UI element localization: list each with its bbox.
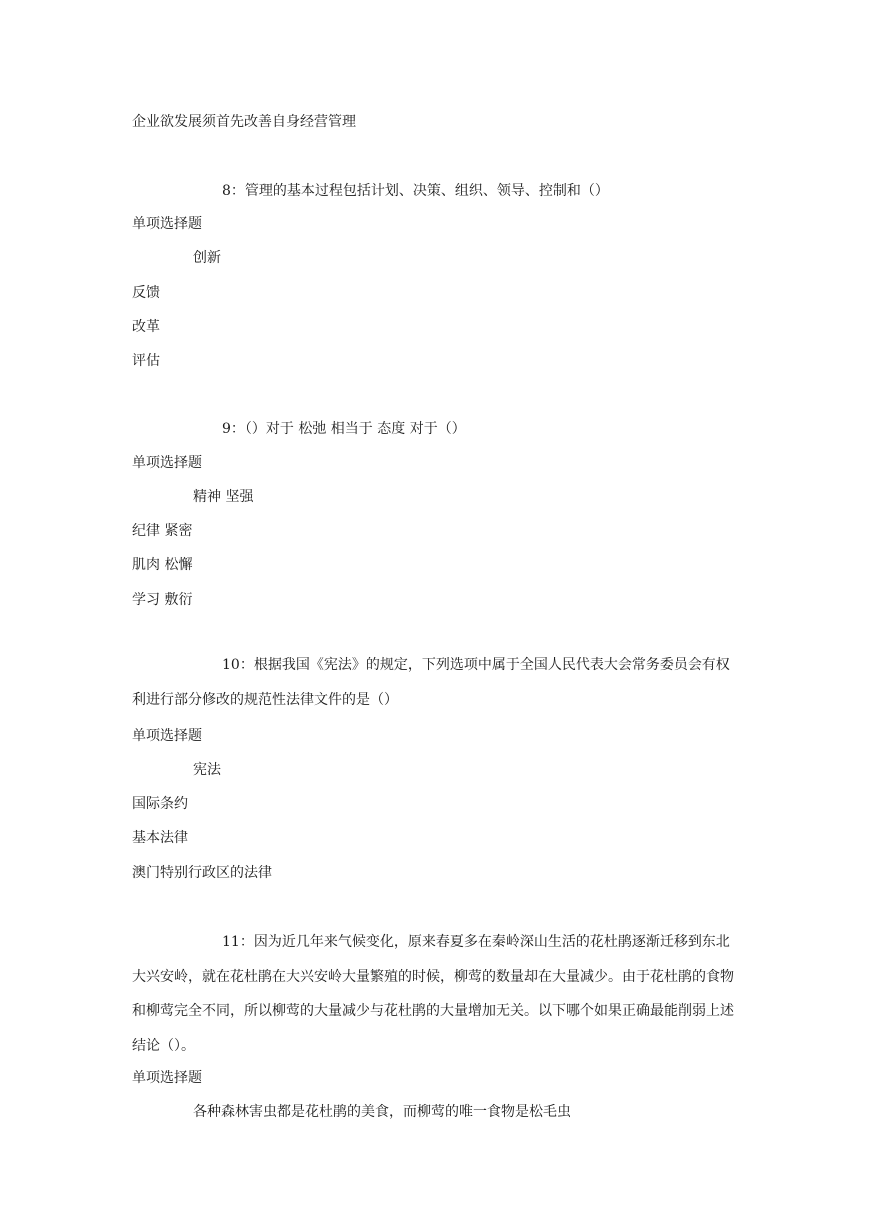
question-9-option-c: 肌肉 松懈 [132, 557, 193, 573]
question-11-text: 11：因为近几年来气候变化，原来春夏多在秦岭深山生活的花杜鹃逐渐迁移到东北大兴安岭，就在花杜鹃在大兴安岭大量繁殖的时候，柳莺的数量却在大量减少。由于花杜鹃的食物和柳莺完全不同，所以柳莺的大量减少与花杜鹃的大量增加无关。以下哪个如果正确最能削弱上述结论（）。 [132, 934, 734, 1054]
question-11-option-a: 各种森林害虫都是花杜鹃的美食，而柳莺的唯一食物是松毛虫 [193, 1104, 571, 1120]
question-9-type: 单项选择题 [132, 455, 202, 471]
question-8-option-c: 改革 [132, 319, 160, 335]
question-8-option-b: 反馈 [132, 285, 160, 301]
question-10-text: 10：根据我国《宪法》的规定，下列选项中属于全国人民代表大会常务委员会有权利进行部分修改的规范性法律文件的是（） [132, 657, 730, 708]
question-10-option-d: 澳门特别行政区的法律 [132, 865, 272, 881]
question-8-option-a: 创新 [193, 250, 221, 266]
question-9-option-b: 纪律 紧密 [132, 523, 193, 539]
intro-line: 企业欲发展须首先改善自身经营管理 [132, 114, 356, 130]
question-10-type: 单项选择题 [132, 728, 202, 744]
question-9-option-a: 精神 坚强 [193, 489, 254, 505]
question-8-type: 单项选择题 [132, 216, 202, 232]
question-9-option-d: 学习 敷衍 [132, 592, 193, 608]
question-8-option-d: 评估 [132, 353, 160, 369]
question-10-option-c: 基本法律 [132, 830, 188, 846]
question-8-text: 8：管理的基本过程包括计划、决策、组织、领导、控制和（） [222, 183, 609, 199]
question-10-option-b: 国际条约 [132, 796, 188, 812]
question-10-option-a: 宪法 [193, 762, 221, 778]
question-9-text: 9：（）对于 松弛 相当于 态度 对于（） [222, 421, 466, 437]
question-11-type: 单项选择题 [132, 1070, 202, 1086]
